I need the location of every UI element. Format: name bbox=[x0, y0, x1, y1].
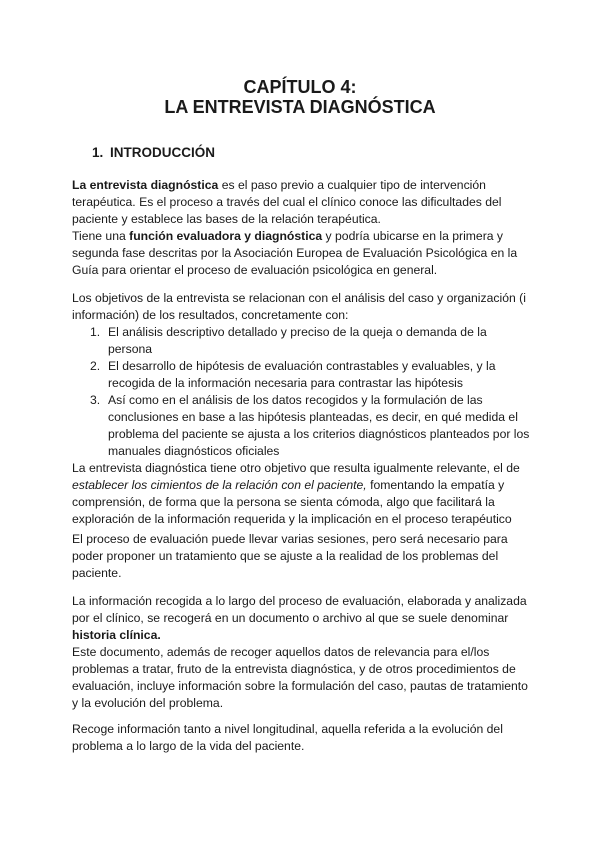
chapter-title: LA ENTREVISTA DIAGNÓSTICA bbox=[164, 97, 436, 117]
objectives-list bbox=[72, 324, 532, 460]
paragraph-text: fomentando la empatía y comprensión, de forma que la persona se sienta cómoda, algo que facilitará la exploración de la información requerida y la implicación en el proceso terapéutico bbox=[72, 478, 512, 526]
italic-phrase: establecer los cimientos de la relación con el paciente, bbox=[72, 478, 367, 492]
paragraph-text: es el paso previo a cualquier tipo de intervención terapéutica. Es el proceso a través del cual el clínico conoce las dificultades del paciente y establece las bases de la relación terapéutica. bbox=[72, 178, 502, 226]
list-item bbox=[72, 358, 532, 392]
paragraph-definition bbox=[72, 177, 532, 279]
bold-term: historia clínica. bbox=[72, 628, 161, 642]
paragraph-history bbox=[72, 593, 532, 712]
list-item-text: Así como en el análisis de los datos recogidos y la formulación de las conclusiones en base a las hipótesis planteadas, es decir, en qué medida el problema del paciente se ajusta a los criterios diagnósticos planteados por los manuales diagnósticos oficiales bbox=[108, 393, 530, 458]
list-number: 2. bbox=[90, 359, 101, 373]
bold-term: La entrevista diagnóstica bbox=[72, 178, 219, 192]
paragraph-text: La información recogida a lo largo del proceso de evaluación, elaborada y analizada por el clínico, se recogerá en un documento o archivo al que se suele denominar bbox=[72, 594, 527, 625]
chapter-number: CAPÍTULO 4: bbox=[243, 77, 357, 97]
paragraph-text: Este documento, además de recoger aquellos datos de relevancia para el/los problemas a tratar, fruto de la entrevista diagnóstica, y de otros procedimientos de evaluación, incluye información sobre la formulación del caso, pautas de tratamiento y la evolución del problema. bbox=[72, 645, 528, 710]
list-number: 1. bbox=[90, 325, 101, 339]
paragraph-text: La entrevista diagnóstica tiene otro objetivo que resulta igualmente relevante, el de bbox=[72, 461, 520, 475]
paragraph-text: y podría ubicarse en la primera y segunda fase descritas por la Asociación Europea de Evaluación Psicológica en la Guía para orientar el proceso de evaluación psicológica en general. bbox=[72, 229, 518, 277]
paragraph-longitudinal bbox=[72, 721, 532, 755]
list-number: 3. bbox=[90, 393, 101, 407]
paragraph-function bbox=[72, 228, 532, 279]
section-number: 1. bbox=[92, 145, 104, 160]
paragraph-text: Los objetivos de la entrevista se relacionan con el análisis del caso y organización (i información) de los resultados, concretamente con: bbox=[72, 291, 526, 322]
paragraph-objectives bbox=[72, 290, 532, 528]
list-item-text: El desarrollo de hipótesis de evaluación contrastables y evaluables, y la recogida de la información necesaria para contrastar las hipótesis bbox=[108, 359, 496, 390]
paragraph-sessions bbox=[72, 531, 532, 582]
section-title: INTRODUCCIÓN bbox=[110, 145, 215, 160]
paragraph-text: Recoge información tanto a nivel longitudinal, aquella referida a la evolución del problema a lo largo de la vida del paciente. bbox=[72, 722, 503, 753]
bold-term: función evaluadora y diagnóstica bbox=[129, 229, 323, 243]
paragraph-text: Tiene una bbox=[72, 229, 130, 243]
section-heading bbox=[92, 145, 215, 160]
list-item bbox=[72, 324, 532, 358]
list-item bbox=[72, 392, 532, 460]
list-item-text: El análisis descriptivo detallado y preciso de la queja o demanda de la persona bbox=[108, 325, 487, 356]
paragraph-relationship bbox=[72, 460, 532, 528]
paragraph-text: El proceso de evaluación puede llevar varias sesiones, pero será necesario para poder proponer un tratamiento que se ajuste a la realidad de los problemas del paciente. bbox=[72, 532, 508, 580]
